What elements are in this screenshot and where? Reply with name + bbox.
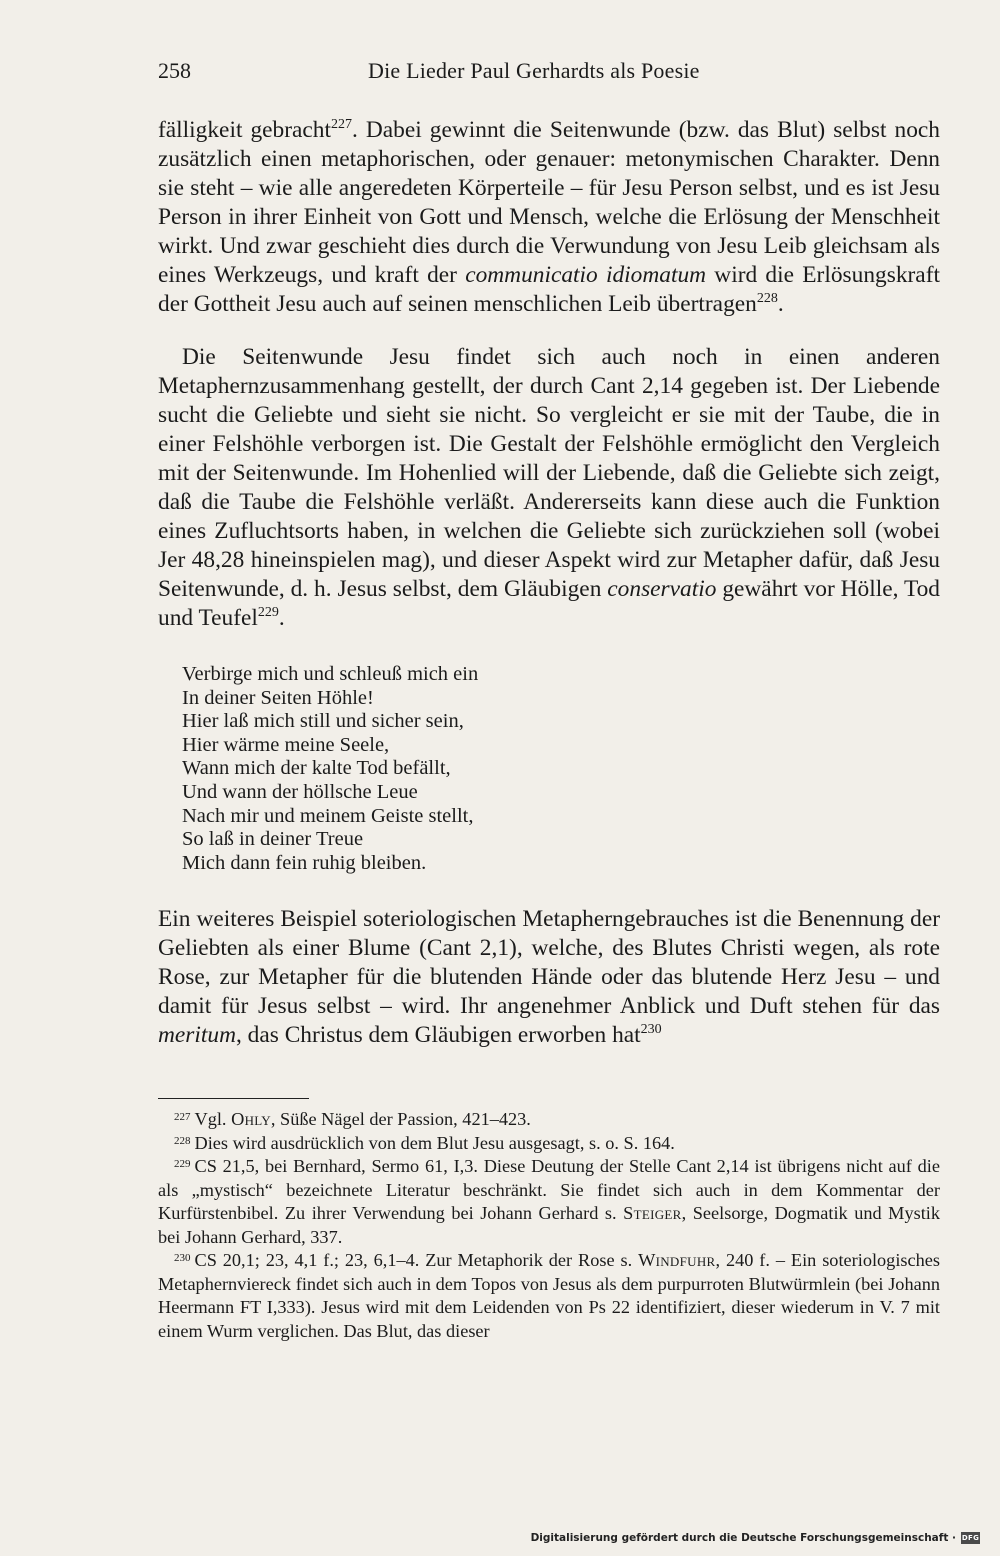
text-run: Ein weiteres Beispiel soteriologischen Metapherngebrauches ist die Benennung der Geliebten als einer Blume (Cant 2,1), welche, des Blutes Christi wegen, als rote Rose, zur Metapher für die blutenden Hände oder das blutende Herz Jesu – und damit für Jesus selbst – wird. Ihr angenehmer Anblick und Duft stehen für das [158,906,940,1019]
latin-term: conservatio [607,576,717,602]
footnote-228 [158,1132,940,1156]
footnote-ref-227[interactable]: 227 [331,117,353,132]
footnote-number: 227 [174,1111,191,1123]
footnote-ref-229[interactable]: 229 [257,605,279,620]
digitization-credit [531,1532,980,1544]
poem-line: Hier laß mich still und sicher sein, [182,710,464,733]
paragraph-rose [158,905,940,1050]
credit-text: Digitalisierung gefördert durch die Deutsche Forschungsgemeinschaft · [530,1532,956,1544]
paragraph-side-wound [158,343,940,633]
footnote-ref-228[interactable]: 228 [756,291,778,306]
text-run: . Dabei gewinnt die Seitenwunde (bzw. das Blut) selbst noch zusätzlich einen metaphorischen, oder genauer: metonymischen Charakter. Denn sie steht – wie alle angeredeten Körperteile – für Jesu Person selbst, und es ist Jesu Person in ihrer Einheit von Gott und Mensch, welche die Erlösung der Menschheit wirkt. Und zwar geschieht dies durch die Verwundung von Jesu Leib gleichsam als eines Werkzeugs, und kraft der [158,117,940,288]
poem-line: So laß in deiner Treue [182,828,364,851]
text-run: . [278,605,285,631]
poem-line: Hier wärme meine Seele, [182,733,390,756]
footnote-229 [158,1155,940,1249]
text-run: CS 21,5, bei Bernhard, Sermo 61, I,3. Diese Deutung der Stelle Cant 2,14 ist übrigens nicht auf die als „mystisch“ bezeichnete Literatur beschränkt. Sie findet sich auch in dem Kommentar der Kurfürstenbibel. Zu ihrer Verwendung bei Johann Gerhard s. [158,1156,940,1223]
running-title: Die Lieder Paul Gerhardts als Poesie [368,58,700,83]
footnotes [158,1108,940,1343]
poem-line: Wann mich der kalte Tod befällt, [182,757,451,780]
page-header [158,58,940,92]
text-run: , Seelsorge, Dogmatik und Mystik bei Johann Gerhard, 337. [158,1203,940,1247]
text-run: wird die Erlösungskraft der Gottheit Jesu auch auf seinen menschlichen Leib übertragen [158,262,940,317]
text-run: fälligkeit gebracht [158,117,332,143]
author-name: Ohly [231,1109,271,1129]
latin-term: meritum [158,1022,236,1048]
text-run: Vgl. [194,1109,232,1129]
footnote-number: 230 [174,1252,191,1264]
latin-term: communicatio idiomatum [465,262,707,288]
paragraph-continued [158,116,940,319]
text-run: . [777,291,784,317]
poem-line: Und wann der höllsche Leue [182,780,418,803]
poem-line: In deiner Seiten Höhle! [182,686,374,709]
footnote-ref-230[interactable]: 230 [640,1022,662,1037]
footnote-number: 229 [174,1158,191,1170]
poem-quote [182,663,478,875]
text-run: , das Christus dem Gläubigen erworben hat [235,1022,641,1048]
footnote-number: 228 [174,1134,191,1147]
dfg-logo-icon: DFG [961,1534,980,1542]
poem-line: Nach mir und meinem Geiste stellt, [182,804,474,827]
footnote-divider [158,1098,309,1099]
text-run: , Süße Nägel der Passion, 421–423. [270,1109,531,1129]
footnote-230 [158,1249,940,1343]
text-run: Dies wird ausdrücklich von dem Blut Jesu ausgesagt, s. o. S. 164. [194,1132,675,1153]
footnote-227 [158,1108,940,1132]
poem-line: Verbirge mich und schleuß mich ein [182,663,479,685]
text-run: Die Seitenwunde Jesu findet sich auch noch in einen anderen Metaphernzusammenhang gestellt, der durch Cant 2,14 gegeben ist. Der Liebende sucht die Geliebte und sieht sie nicht. So vergleicht er sie mit der Taube, die in einer Felshöhle verborgen ist. Die Gestalt der Felshöhle ermöglicht den Vergleich mit der Seitenwunde. Im Hohenlied will der Liebende, daß die Geliebte sich zeigt, daß die Taube die Felshöhle verläßt. Andererseits kann diese auch die Funktion eines Zufluchtsorts haben, in welchen die Geliebte sich zurückziehen soll (wobei Jer 48,28 hineinspielen mag), und dieser Aspekt wird zur Metapher dafür, daß Jesu Seitenwunde, d. h. Jesus selbst, dem Gläubigen [158,344,940,602]
author-name: Windfuhr [638,1250,716,1270]
author-name: Steiger [623,1203,682,1223]
page-number: 258 [158,58,191,83]
text-run: , 240 f. – Ein soteriologisches Metaphernviereck findet sich auch in dem Topos von Jesus als dem purpurroten Blutwürmlein (bei Johann Heermann FT I,333). Jesus wird mit dem Leidenden von Ps 22 identifiziert, dieser wiederum in V. 7 mit einem Wurm verglichen. Das Blut, das dieser [158,1250,940,1341]
text-run: CS 20,1; 23, 4,1 f.; 23, 6,1–4. Zur Metaphorik der Rose s. [194,1250,639,1270]
poem-line: Mich dann fein ruhig bleiben. [182,851,427,874]
text-run: gewährt vor Hölle, Tod und Teufel [158,576,940,631]
